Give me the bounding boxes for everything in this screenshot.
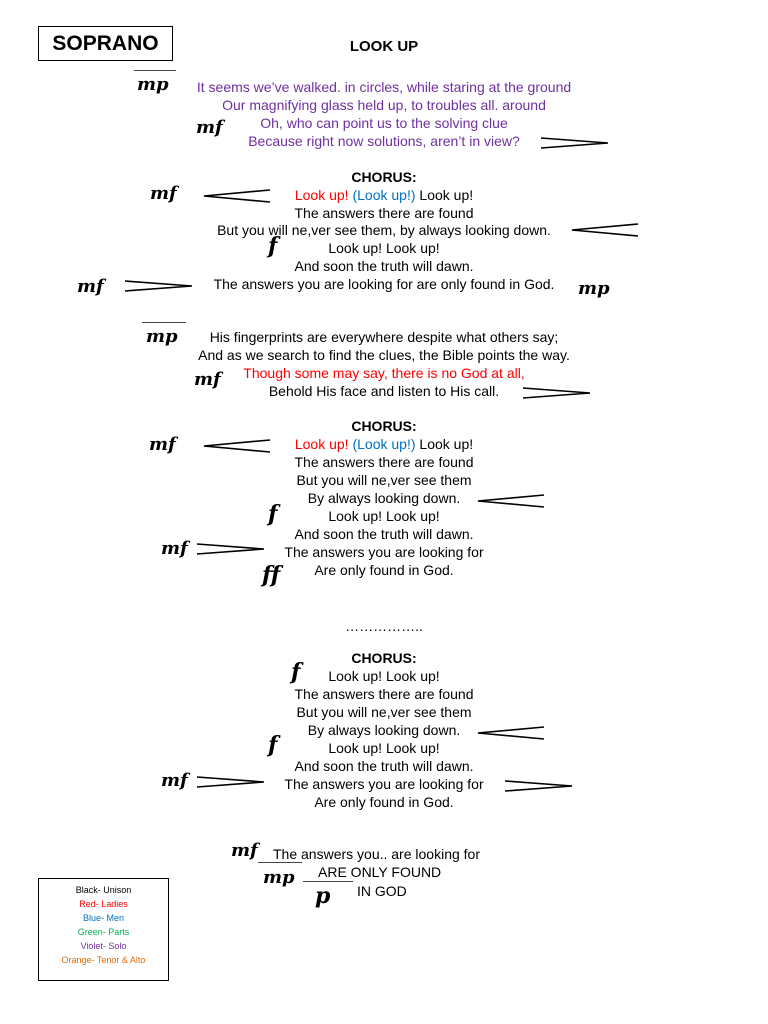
dynamic-mf: mf	[149, 434, 176, 455]
ladies-part: Look up!	[294, 187, 349, 203]
ending-line3: IN GOD	[357, 883, 407, 899]
unison-part: Look up!	[419, 187, 474, 203]
legend-item: Violet- Solo	[80, 941, 127, 951]
dynamic-mp: mp	[578, 278, 610, 299]
chorus1-line6: The answers you are looking for are only found in God.	[213, 276, 555, 292]
chorus1-line2: The answers there are found	[294, 205, 474, 221]
chorus3-line6: And soon the truth will dawn.	[294, 758, 474, 774]
chorus3-line1: Look up! Look up!	[328, 668, 440, 684]
ending-line2: ARE ONLY FOUND	[318, 864, 442, 880]
dynamic-bar	[142, 322, 186, 323]
decrescendo-hairpin	[504, 779, 574, 793]
legend-item: Black- Unison	[75, 885, 132, 895]
dynamic-mf: mf	[77, 276, 104, 297]
dynamic-ff: ff	[262, 562, 281, 588]
chorus1-line5: And soon the truth will dawn.	[294, 258, 474, 274]
legend-item: Blue- Men	[82, 913, 125, 923]
chorus1-label: CHORUS:	[351, 169, 417, 185]
ending-line1: The answers you.. are looking for	[273, 846, 480, 862]
dynamic-f: f	[268, 732, 278, 758]
ladies-part: Look up!	[294, 436, 349, 452]
verse1-line2: Our magnifying glass held up, to troubles all. around	[222, 97, 546, 113]
dynamic-mf: mf	[194, 369, 221, 390]
chorus2-line1	[0, 436, 768, 453]
verse1-line3: Oh, who can point us to the solving clue	[260, 115, 508, 131]
verse2-line4: Behold His face and listen to His call.	[268, 383, 500, 399]
legend-item: Orange- Tenor & Alto	[61, 955, 146, 965]
dynamic-mp: mp	[146, 326, 178, 347]
dynamic-mp: mp	[263, 867, 295, 888]
song-title: LOOK UP	[349, 38, 419, 55]
part-label: SOPRANO	[38, 26, 173, 61]
dynamic-bar	[134, 70, 176, 71]
verse2-line3: Though some may say, there is no God at all,	[243, 365, 525, 381]
chorus3-line7: The answers you are looking for	[284, 776, 484, 792]
decrescendo-hairpin	[540, 136, 610, 150]
legend-item: Red- Ladies	[79, 899, 128, 909]
dynamic-mf: mf	[150, 183, 177, 204]
chorus3-line2: The answers there are found	[294, 686, 474, 702]
dynamic-f: f	[291, 659, 301, 685]
dynamic-mf: mf	[196, 117, 223, 138]
chorus2-label: CHORUS:	[351, 418, 417, 434]
chorus2-line6: And soon the truth will dawn.	[294, 526, 474, 542]
verse2-line2: And as we search to find the clues, the Bible points the way.	[198, 347, 570, 363]
legend-item: Green- Parts	[77, 927, 130, 937]
decrescendo-hairpin	[522, 386, 592, 400]
chorus1-line3: But you will ne,ver see them, by always looking down.	[217, 222, 551, 238]
chorus2-line7: The answers you are looking for	[284, 544, 484, 560]
chorus2-line5: Look up! Look up!	[328, 508, 440, 524]
verse2-line1: His fingerprints are everywhere despite what others say;	[209, 329, 559, 345]
chorus1-line4: Look up! Look up!	[328, 240, 440, 256]
dynamic-mf: mf	[161, 538, 188, 559]
verse1-line4: Because right now solutions, aren’t in view?	[248, 133, 520, 149]
dynamic-mf: mf	[161, 770, 188, 791]
men-part: (Look up!)	[352, 436, 416, 452]
chorus3-line5: Look up! Look up!	[328, 740, 440, 756]
dynamic-mp: mp	[137, 74, 169, 95]
chorus3-line4: By always looking down.	[307, 722, 461, 738]
dynamic-f: f	[268, 501, 278, 527]
section-separator: ……………..	[345, 618, 423, 634]
unison-part: Look up!	[419, 436, 474, 452]
dynamic-bar	[303, 881, 353, 882]
crescendo-hairpin	[570, 222, 640, 238]
crescendo-hairpin	[476, 493, 546, 509]
color-legend	[38, 878, 169, 981]
chorus2-line8: Are only found in God.	[314, 562, 454, 578]
chorus2-line4: By always looking down.	[307, 490, 461, 506]
dynamic-p: p	[315, 883, 331, 909]
dynamic-f: f	[268, 233, 278, 259]
chorus3-label: CHORUS:	[351, 650, 417, 666]
men-part: (Look up!)	[352, 187, 416, 203]
verse1-line1: It seems we’ve walked. in circles, while staring at the ground	[196, 79, 572, 95]
chorus2-line3: But you will ne,ver see them	[296, 472, 472, 488]
crescendo-hairpin	[476, 725, 546, 741]
dynamic-mf: mf	[231, 840, 258, 861]
chorus2-line2: The answers there are found	[294, 454, 474, 470]
chorus3-line8: Are only found in God.	[314, 794, 454, 810]
chorus3-line3: But you will ne,ver see them	[296, 704, 472, 720]
chorus1-line1	[0, 187, 768, 204]
